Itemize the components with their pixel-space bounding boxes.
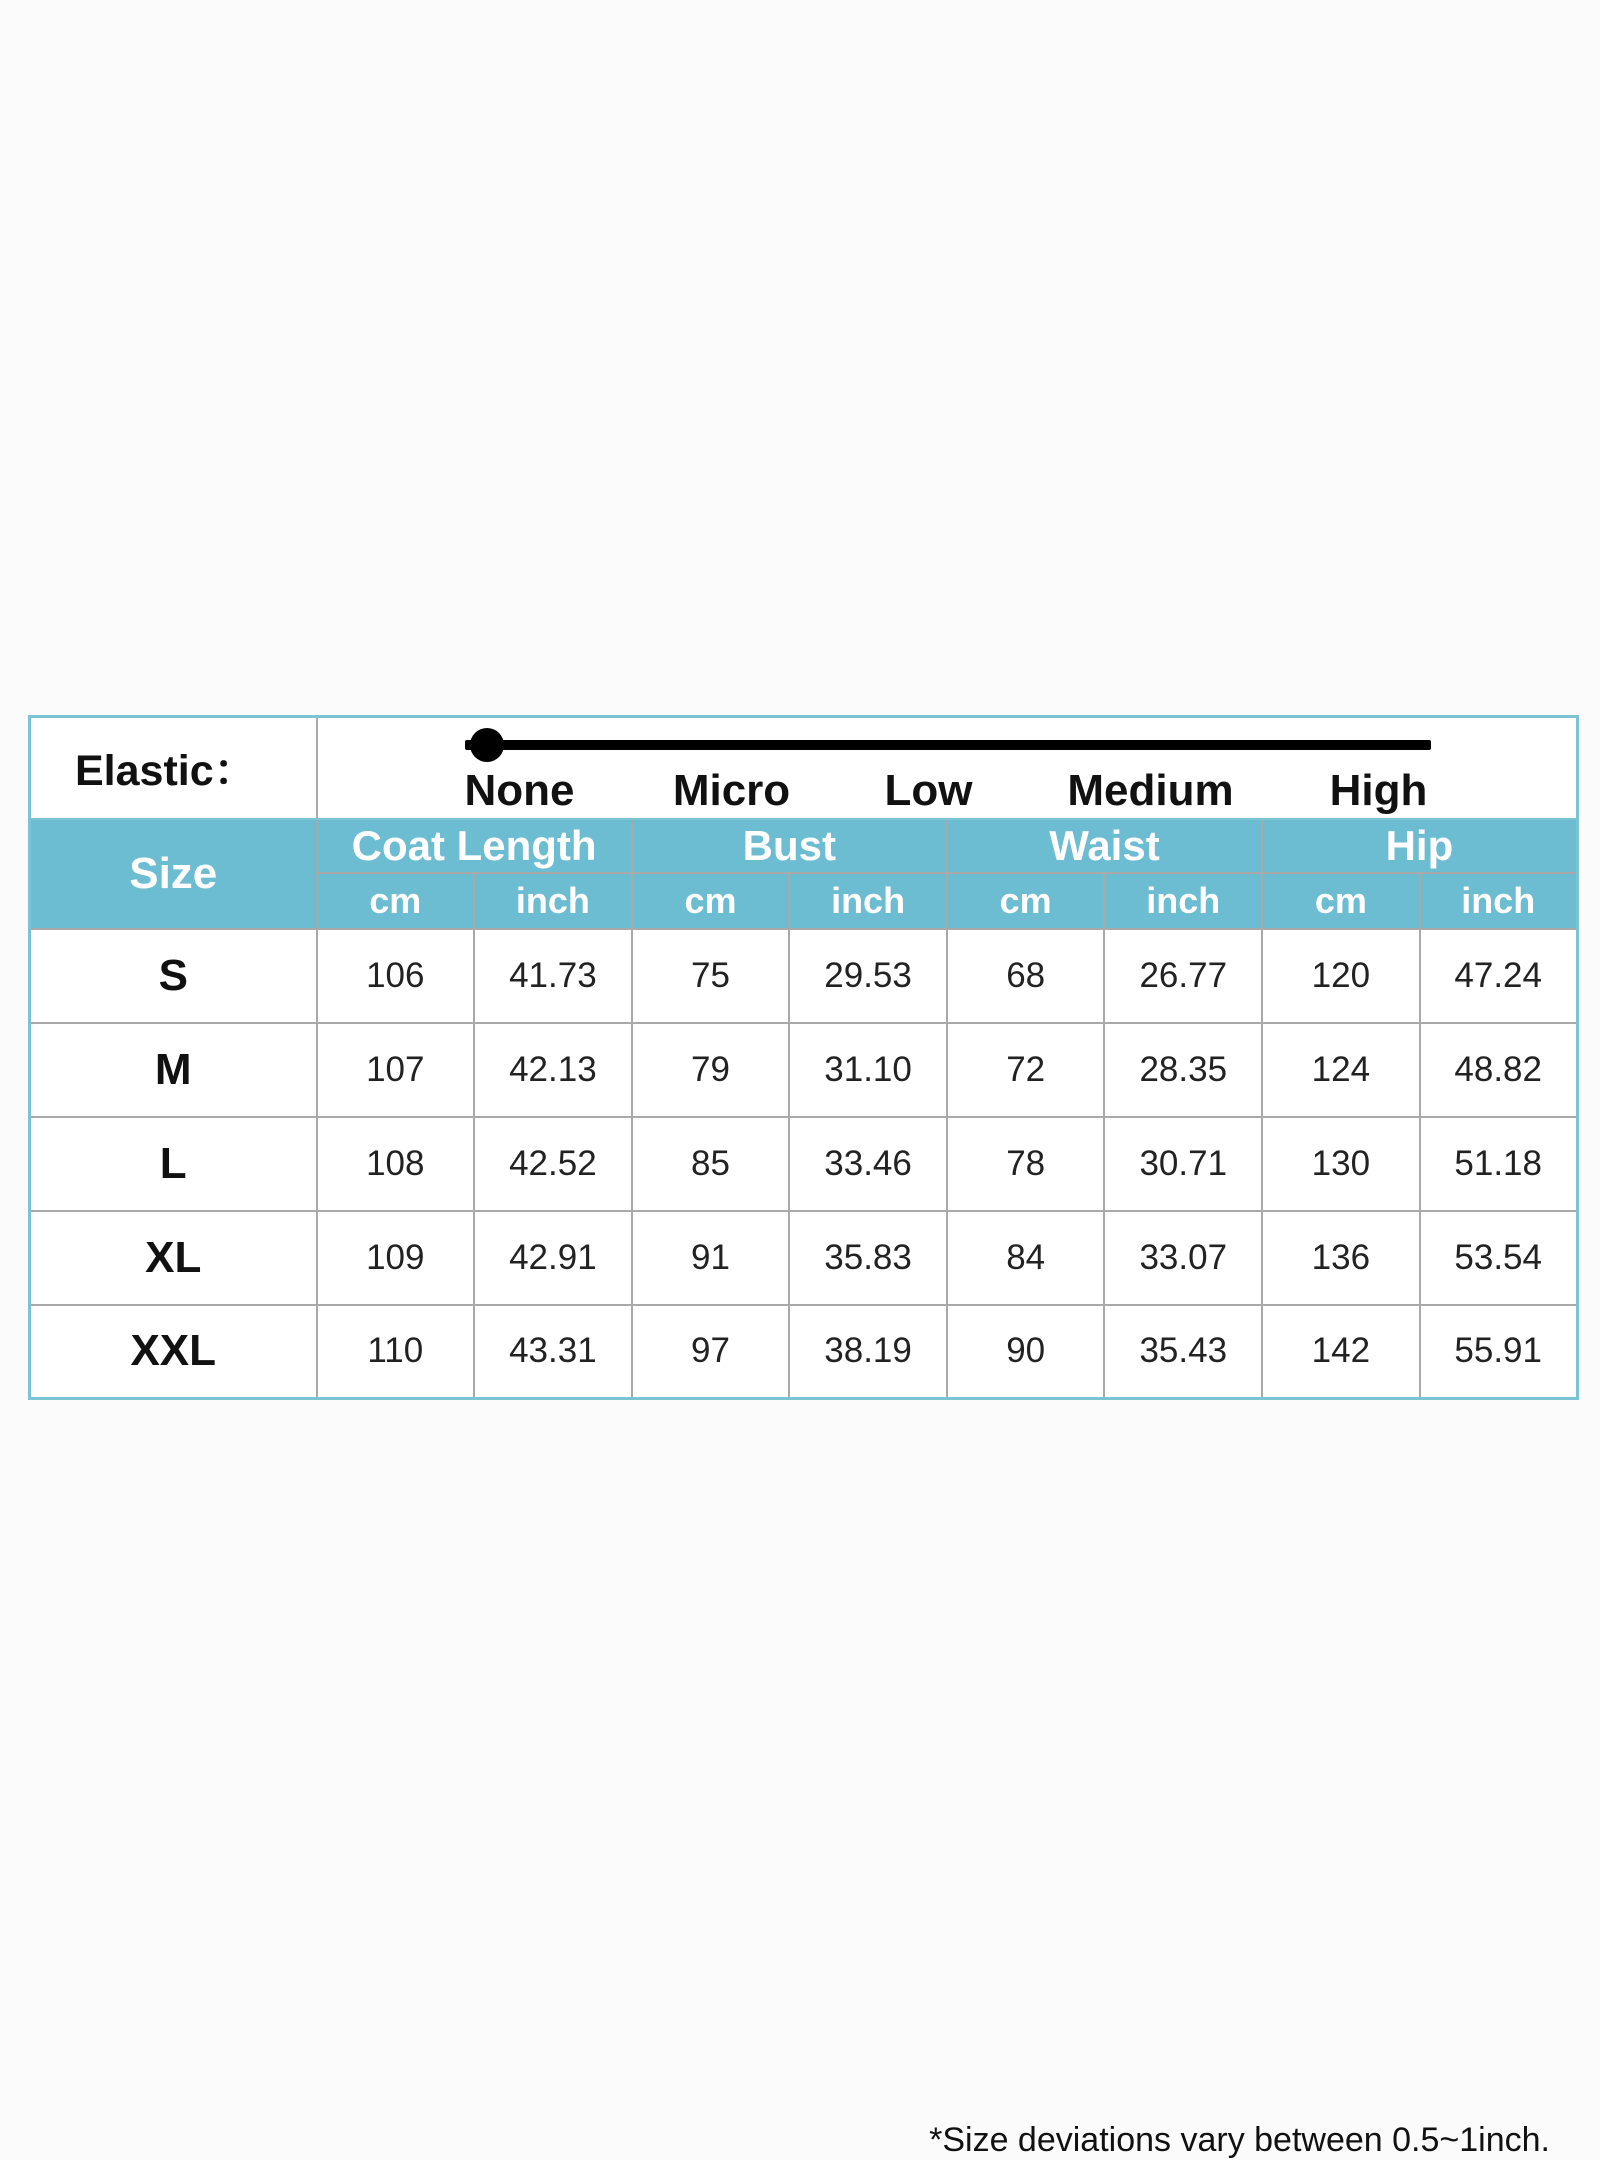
measurement-cell: 142: [1262, 1305, 1420, 1399]
measurement-cell: 51.18: [1420, 1117, 1578, 1211]
measurement-cell: 91: [632, 1211, 790, 1305]
measurement-cell: 26.77: [1104, 929, 1262, 1023]
size-cell: M: [30, 1023, 317, 1117]
measurement-cell: 47.24: [1420, 929, 1578, 1023]
measurement-cell: 109: [317, 1211, 475, 1305]
header-row-groups: [30, 819, 1578, 873]
unit-header: inch: [1104, 873, 1262, 929]
elastic-scale-track: [465, 740, 1431, 750]
measurement-cell: 33.07: [1104, 1211, 1262, 1305]
measurement-cell: 42.52: [474, 1117, 632, 1211]
measurement-cell: 28.35: [1104, 1023, 1262, 1117]
unit-header: cm: [947, 873, 1105, 929]
measurement-cell: 30.71: [1104, 1117, 1262, 1211]
unit-header: cm: [317, 873, 475, 929]
size-cell: XXL: [30, 1305, 317, 1399]
elastic-level-low: Low: [884, 766, 973, 815]
hip-header: Hip: [1262, 819, 1577, 873]
elastic-label: Elastic：: [30, 717, 317, 819]
measurement-cell: 72: [947, 1023, 1105, 1117]
measurement-cell: 136: [1262, 1211, 1420, 1305]
size-chart: [28, 715, 1576, 2159]
measurement-cell: 55.91: [1420, 1305, 1578, 1399]
measurement-cell: 31.10: [789, 1023, 947, 1117]
measurement-cell: 124: [1262, 1023, 1420, 1117]
measurement-cell: 79: [632, 1023, 790, 1117]
measurement-cell: 35.83: [789, 1211, 947, 1305]
table-row: [30, 1211, 1578, 1305]
elastic-scale-indicator: [470, 728, 504, 762]
table-row: [30, 1023, 1578, 1117]
measurement-cell: 97: [632, 1305, 790, 1399]
measurement-cell: 75: [632, 929, 790, 1023]
measurement-cell: 106: [317, 929, 475, 1023]
size-cell: S: [30, 929, 317, 1023]
measurement-cell: 78: [947, 1117, 1105, 1211]
unit-header: inch: [474, 873, 632, 929]
unit-header: inch: [789, 873, 947, 929]
measurement-cell: 48.82: [1420, 1023, 1578, 1117]
size-cell: XL: [30, 1211, 317, 1305]
measurement-cell: 120: [1262, 929, 1420, 1023]
bust-header: Bust: [632, 819, 947, 873]
table-row: [30, 1305, 1578, 1399]
waist-header: Waist: [947, 819, 1262, 873]
size-cell: L: [30, 1117, 317, 1211]
elastic-level-high: High: [1329, 766, 1428, 815]
measurement-cell: 35.43: [1104, 1305, 1262, 1399]
measurement-cell: 108: [317, 1117, 475, 1211]
elastic-level-none: None: [464, 766, 575, 815]
coat-length-header: Coat Length: [317, 819, 632, 873]
size-deviation-note: *Size deviations vary between 0.5~1inch.: [929, 2121, 1550, 2159]
measurement-cell: 107: [317, 1023, 475, 1117]
measurement-cell: 53.54: [1420, 1211, 1578, 1305]
size-column-header: Size: [30, 819, 317, 929]
elastic-scale: [317, 717, 1578, 819]
table-body: [30, 929, 1578, 1399]
measurement-cell: 41.73: [474, 929, 632, 1023]
unit-header: cm: [632, 873, 790, 929]
table-row: [30, 1117, 1578, 1211]
measurement-cell: 130: [1262, 1117, 1420, 1211]
measurement-cell: 84: [947, 1211, 1105, 1305]
table-row: [30, 929, 1578, 1023]
measurement-cell: 110: [317, 1305, 475, 1399]
measurement-cell: 33.46: [789, 1117, 947, 1211]
unit-header: inch: [1420, 873, 1578, 929]
elastic-level-micro: Micro: [672, 766, 791, 815]
unit-header: cm: [1262, 873, 1420, 929]
measurement-cell: 90: [947, 1305, 1105, 1399]
measurement-cell: 43.31: [474, 1305, 632, 1399]
size-table: [28, 715, 1579, 1400]
measurement-cell: 42.13: [474, 1023, 632, 1117]
elastic-level-medium: Medium: [1067, 766, 1234, 815]
measurement-cell: 68: [947, 929, 1105, 1023]
elastic-row: [30, 717, 1578, 819]
measurement-cell: 85: [632, 1117, 790, 1211]
measurement-cell: 29.53: [789, 929, 947, 1023]
measurement-cell: 38.19: [789, 1305, 947, 1399]
measurement-cell: 42.91: [474, 1211, 632, 1305]
